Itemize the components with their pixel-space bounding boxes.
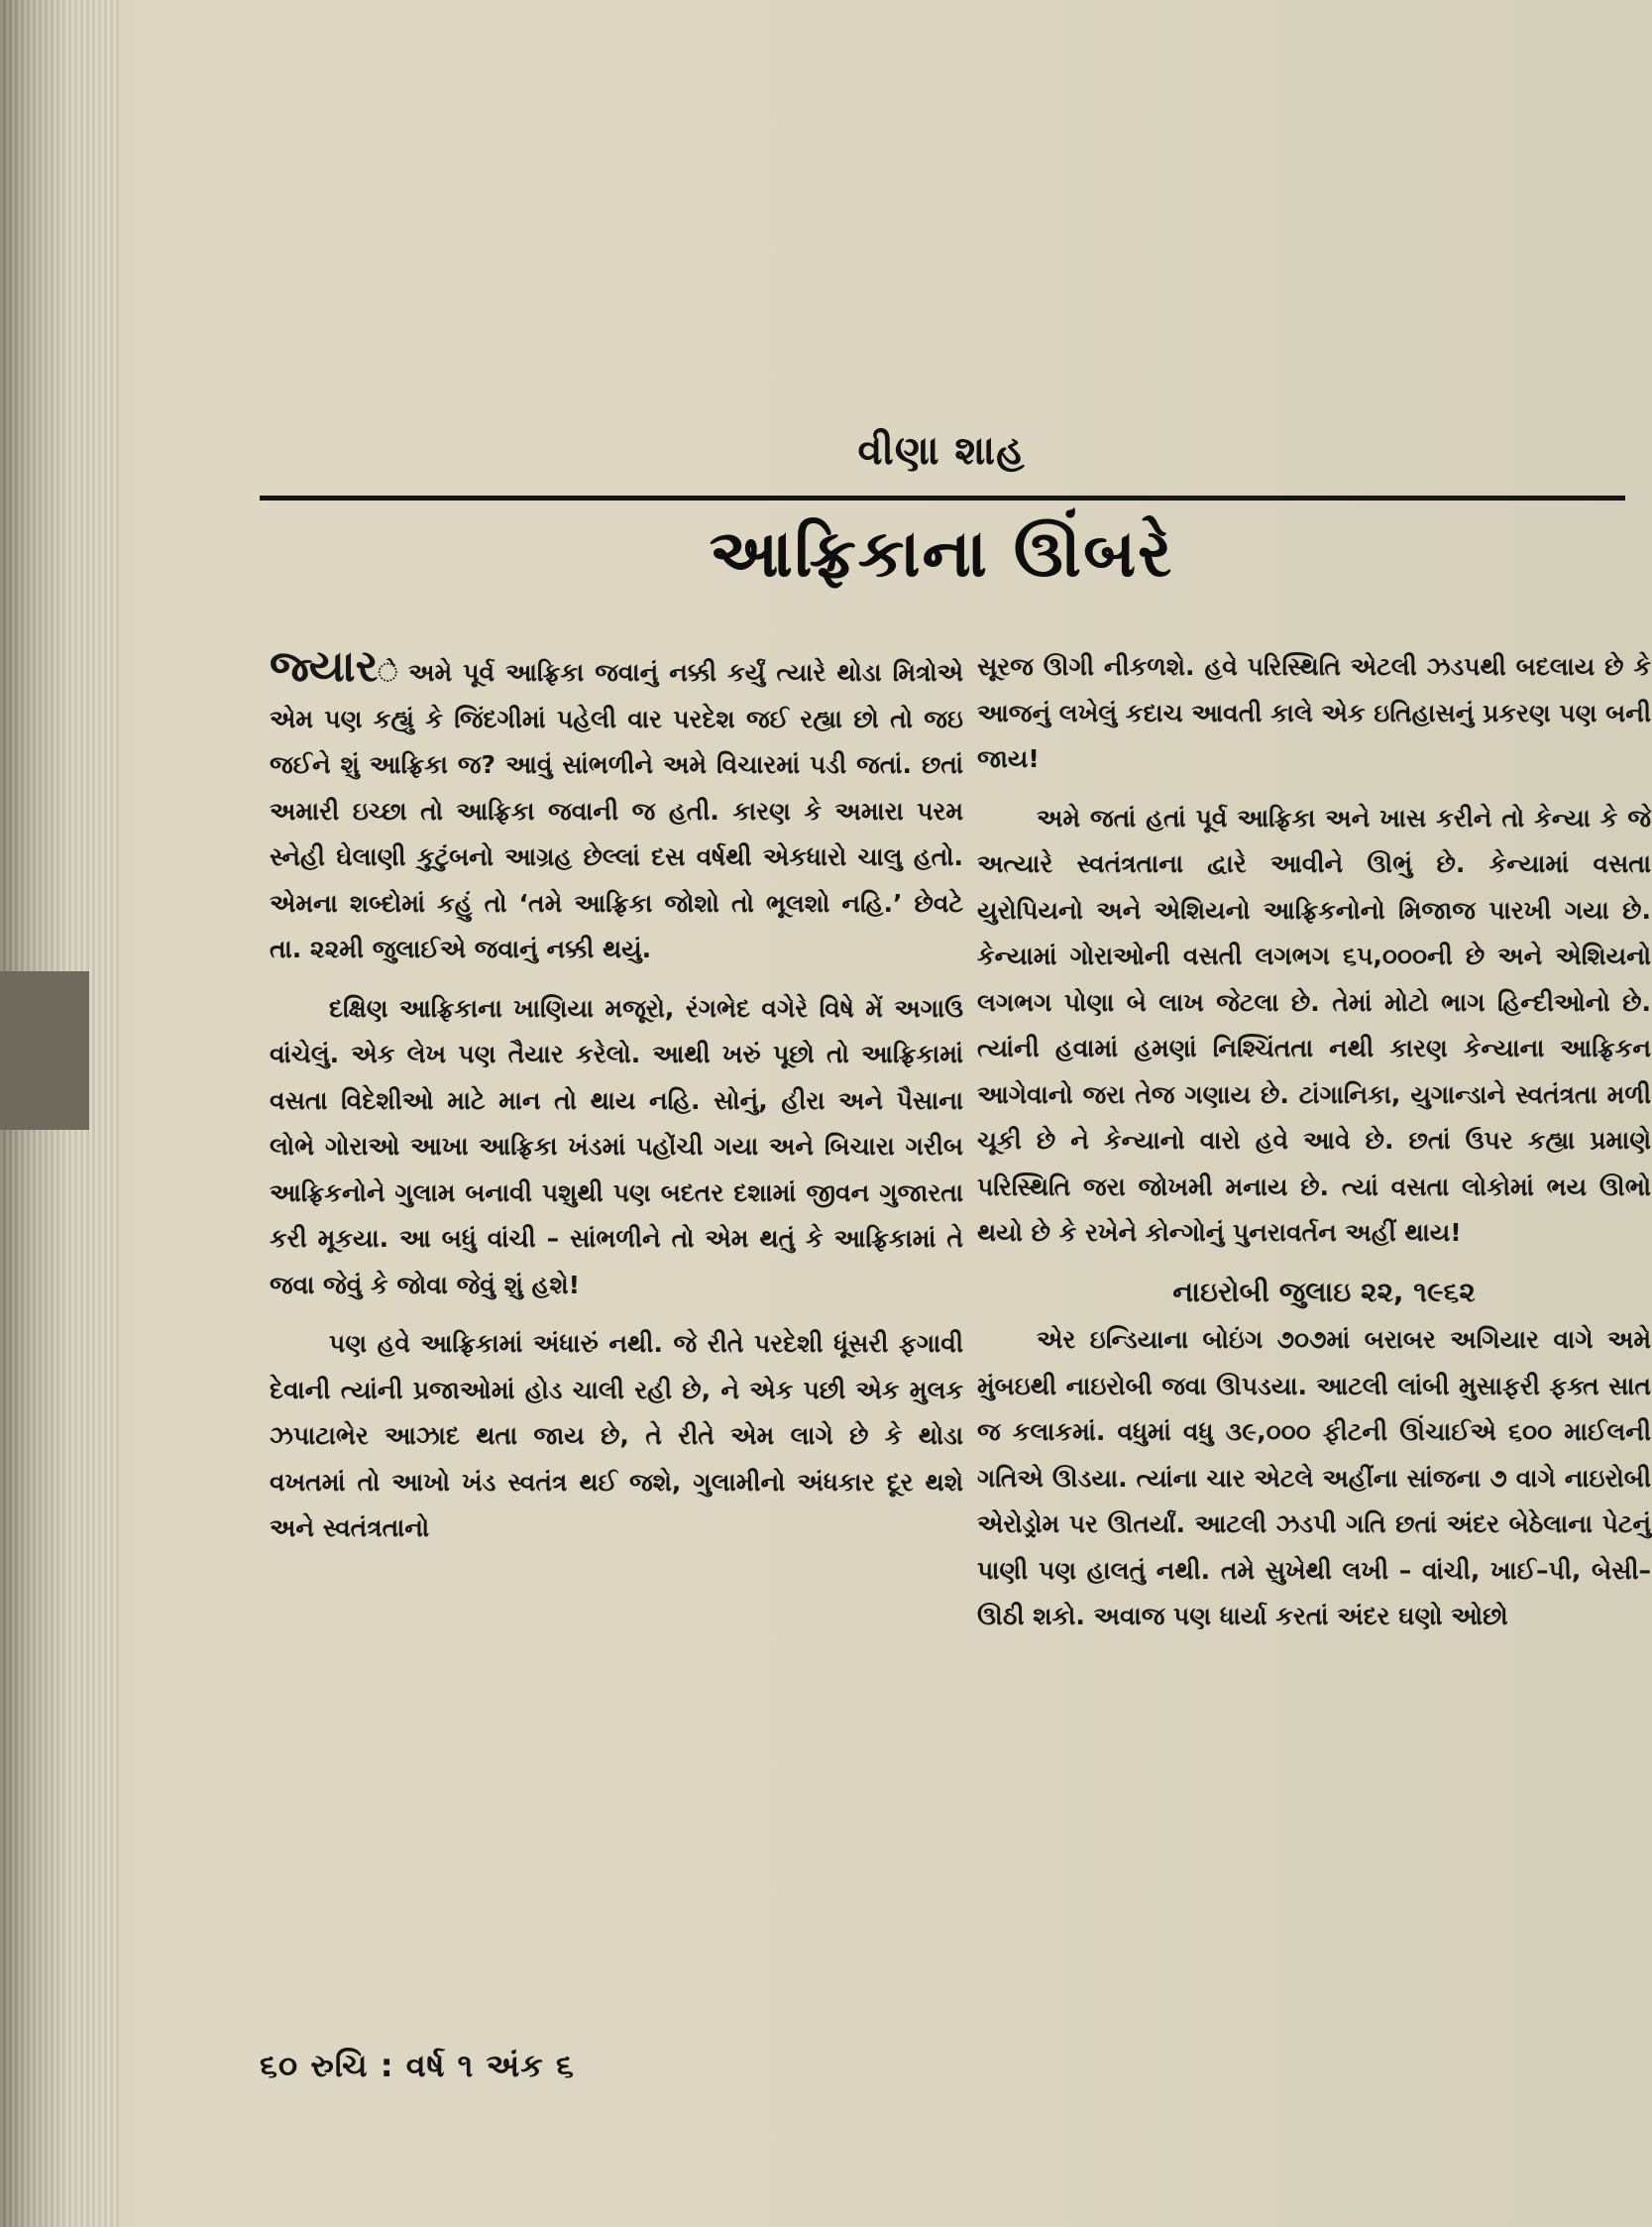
drop-word: જ્યાર [270,641,379,692]
left-column [270,641,963,1565]
opening-text: ે અમે પૂર્વ આફ્રિકા જવાનું નક્કી કર્યું ત્યારે થોડા મિત્રોએ એમ પણ કહ્યું કે જિંદગીમાં પહેલી વાર પરદેશ જઈ રહ્યા છો તો જઇ જઈને શું આફ્રિકા જ? આવું સાંભળીને અમે વિચારમાં પડી જતાં. છતાં અમારી ઇચ્છા તો આફ્રિકા જવાની જ હતી. કારણ કે અમારા પરમ સ્નેહી ઘેલાણી કુટુંબનો આગ્રહ છેલ્લાં દસ વર્ષથી એકધારો ચાલુ હતો. એમના શબ્દોમાં કહું તો ‘તમે આફ્રિકા જોશો તો ભૂલશો નહિ.’ છેવટે તા. ૨૨મી જુલાઈએ જવાનું નક્કી થયું. [270,658,963,963]
body-paragraph: દક્ષિણ આફ્રિકાના ખાણિયા મજૂરો, રંગભેદ વગેરે વિષે મેં અગાઉ વાંચેલું. એક લેખ પણ તૈયાર કરેલો. આથી ખરું પૂછો તો આફ્રિકામાં વસતા વિદેશીઓ માટે માન તો થાય નહિ. સોનું, હીરા અને પૈસાના લોભે ગોરાઓ આખા આફ્રિકા ખંડમાં પહોંચી ગયા અને બિચારા ગરીબ આફ્રિકનોને ગુલામ બનાવી પશુથી પણ બદતર દશામાં જીવન ગુજારતા કરી મૂકયા. આ બધું વાંચી – સાંભળીને તો એમ થતું કે આફ્રિકામાં તે જવા જેવું કે જોવા જેવું શું હશે! [270,993,963,1299]
binding-shadow [0,971,89,1130]
article-title: આફ્રિકાના ઊંબરે [709,515,1174,592]
page-footer: ૬૦ રુચિ : વર્ષ ૧ અંક ૬ [260,2047,575,2084]
header-rule [260,496,1625,501]
opening-paragraph [270,641,963,973]
body-paragraph: એર ઇન્ડિયાના બોઇંગ ૭૦૭માં બરાબર અગિયાર વાગે અમે મુંબઇથી નાઇરોબી જવા ઊપડયા. આટલી લાંબી મુસાફરી ફક્ત સાત જ કલાકમાં. વધુમાં વધુ ૩૯,૦૦૦ ફીટની ઊંચાઈએ ૬૦૦ માઈલની ગતિએ ઊડયા. ત્યાંના ચાર એટલે અહીંના સાંજના ૭ વાગે નાઇરોબી એરોડ્રોમ પર ઊતર્યાં. આટલી ઝડપી ગતિ છતાં અંદર બેઠેલાના પેટનું પાણી પણ હાલતું નથી. તમે સુખેથી લખી – વાંચી, ખાઈ–પી, બેસી–ઊઠી શકો. અવાજ પણ ધાર્યા કરતાં અંદર ઘણો ઓછો [977,1325,1651,1630]
dateline-subheading: નાઇરોબી જુલાઇ ૨૨, ૧૯૬૨ [1172,1275,1476,1308]
author-name: વીણા શાહ [857,428,1026,474]
body-paragraph: સૂરજ ઊગી નીકળશે. હવે પરિસ્થિતિ એટલી ઝડપથી બદલાય છે કે આજનું લખેલું કદાચ આવતી કાલે એક ઇતિહાસનું પ્રકરણ પણ બની જાય! [977,652,1651,773]
right-column [977,644,1651,1653]
body-paragraph: પણ હવે આફ્રિકામાં અંધારું નથી. જે રીતે પરદેશી ધૂંસરી ફગાવી દેવાની ત્યાંની પ્રજાઓમાં હોડ ચાલી રહી છે, ને એક પછી એક મુલક ઝપાટાભેર આઝાદ થતા જાય છે, તે રીતે એમ લાગે છે કે થોડા વખતમાં તો આખો ખંડ સ્વતંત્ર થઈ જશે, ગુલામીનો અંધકાર દૂર થશે અને સ્વતંત્રતાનો [270,1329,963,1542]
body-paragraph: અમે જતાં હતાં પૂર્વ આફ્રિકા અને ખાસ કરીને તો કેન્યા કે જે અત્યારે સ્વતંત્રતાના દ્વારે આવીને ઊભું છે. કેન્યામાં વસતા યુરોપિયનો અને એશિયનો આફ્રિકનોનો મિજાજ પારખી ગયા છે. કેન્યામાં ગોરાઓની વસતી લગભગ ૬૫,૦૦૦ની છે અને એશિયનો લગભગ પોણા બે લાખ જેટલા છે. તેમાં મોટો ભાગ હિન્દીઓનો છે. ત્યાંની હવામાં હમણાં નિશ્ચિંતતા નથી કારણ કેન્યાના આફ્રિકન આગેવાનો જરા તેજ ગણાય છે. ટાંગાનિકા, યુગાન્ડાને સ્વતંત્રતા મળી ચૂકી છે ને કેન્યાનો વારો હવે આવે છે. છતાં ઉપર કહ્યા પ્રમાણે પરિસ્થિતિ જરા જોખમી મનાય છે. ત્યાં વસતા લોકોમાં ભય ઊભો થયો છે કે રખેને કોન્ગોનું પુનરાવર્તન અહીં થાય! [977,803,1651,1247]
